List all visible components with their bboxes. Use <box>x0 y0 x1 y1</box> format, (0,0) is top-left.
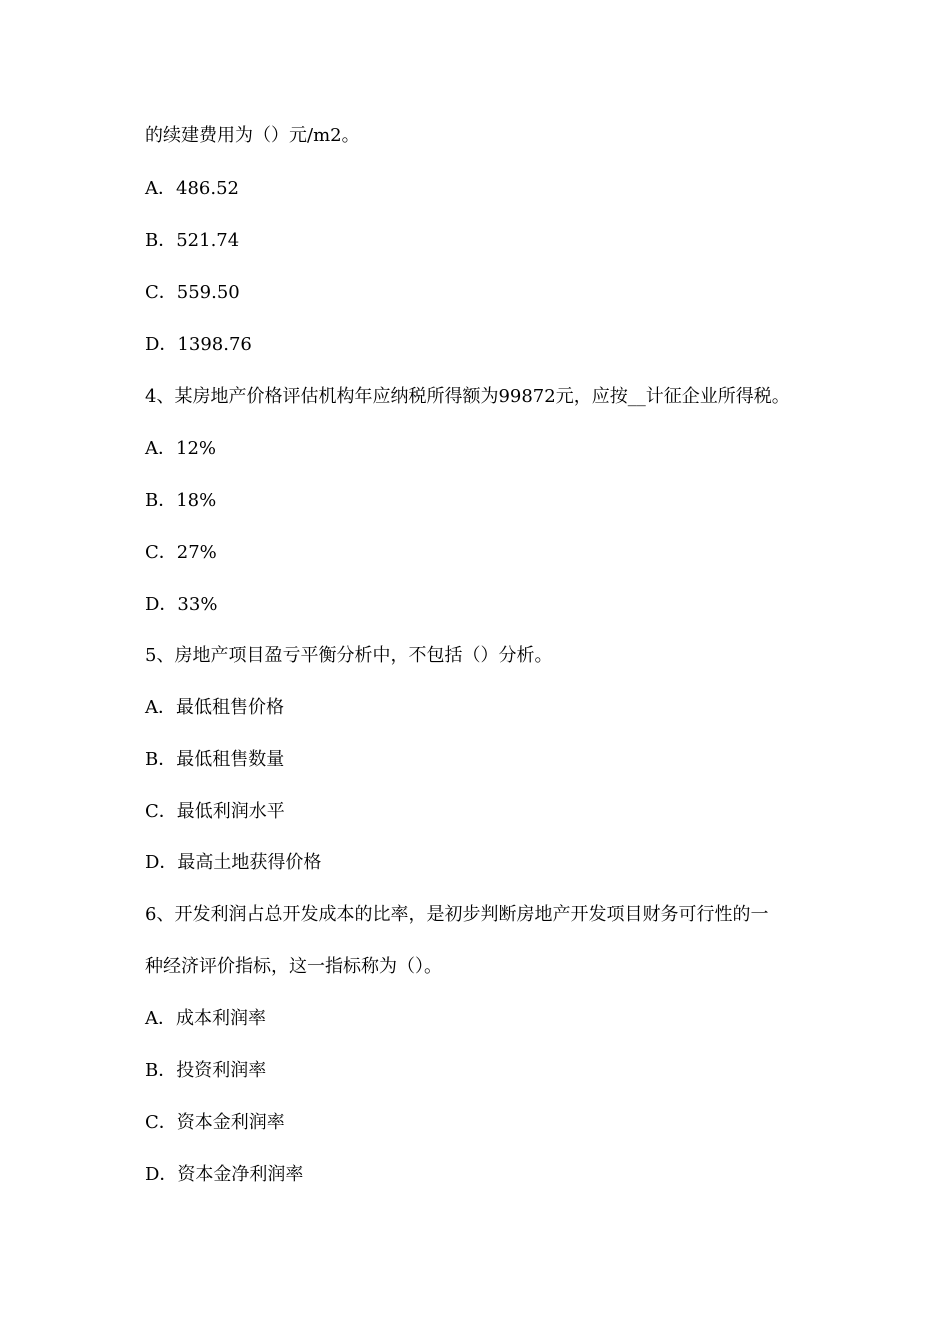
question-3-continuation: 的续建费用为（）元/m2。 <box>145 125 360 146</box>
question-3-option-a: A．486.52 <box>145 178 239 199</box>
question-6-option-c: C．资本金利润率 <box>145 1112 285 1133</box>
question-6-option-a: A．成本利润率 <box>145 1008 266 1029</box>
question-3-option-d: D．1398.76 <box>145 334 252 355</box>
question-4-option-b: B．18% <box>145 490 217 511</box>
question-4-option-d: D．33% <box>145 594 218 615</box>
question-5-option-c: C．最低利润水平 <box>145 801 285 822</box>
question-3-option-c: C．559.50 <box>145 282 240 303</box>
question-4-option-a: A．12% <box>145 438 217 459</box>
question-6-option-b: B．投资利润率 <box>145 1060 267 1081</box>
question-4-option-c: C．27% <box>145 542 217 563</box>
question-5-option-d: D．最高土地获得价格 <box>145 852 322 873</box>
question-5-option-b: B．最低租售数量 <box>145 749 285 770</box>
question-4-stem: 4、某房地产价格评估机构年应纳税所得额为99872元，应按__计征企业所得税。 <box>145 386 790 407</box>
question-6-stem-line-1: 6、开发利润占总开发成本的比率，是初步判断房地产开发项目财务可行性的一 <box>145 904 769 925</box>
question-6-stem-line-2: 种经济评价指标，这一指标称为（）。 <box>145 956 442 977</box>
question-3-option-b: B．521.74 <box>145 230 240 251</box>
question-5-option-a: A．最低租售价格 <box>145 697 284 718</box>
question-5-stem: 5、房地产项目盈亏平衡分析中，不包括（）分析。 <box>145 645 553 666</box>
question-6-option-d: D．资本金净利润率 <box>145 1164 304 1185</box>
